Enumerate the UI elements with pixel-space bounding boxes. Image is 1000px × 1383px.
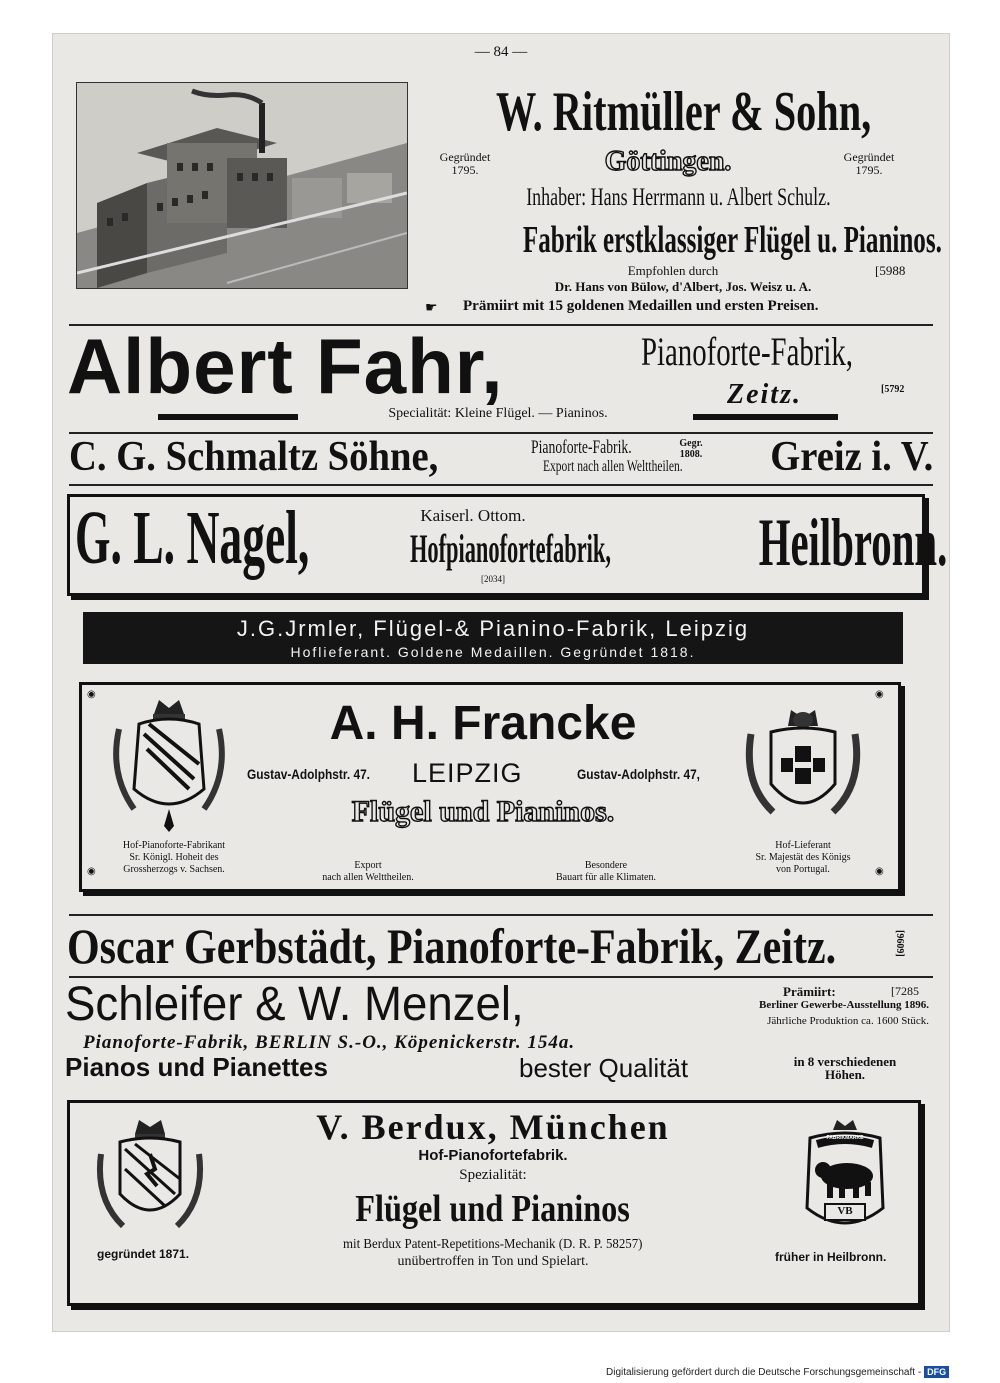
berdux-mark-initials: VB <box>837 1205 853 1217</box>
rivet-icon: ◉ <box>87 866 96 877</box>
nagel-title: Kaiserl. Ottom. <box>420 506 526 525</box>
schleifer-name: Schleifer & W. Menzel, <box>65 978 524 1031</box>
gerbstaedt-text: Oscar Gerbstädt, Pianoforte-Fabrik, Zeitz. <box>67 918 837 974</box>
berdux-name: V. Berdux, München <box>316 1107 670 1147</box>
fahr-speciality: Specialität: Kleine Flügel. — Pianinos. <box>388 406 608 421</box>
nagel-type: Hofpianofortefabrik, <box>409 526 611 571</box>
berdux-founded: gegründet 1871. <box>97 1247 190 1261</box>
page-number: — 84 — <box>474 44 528 60</box>
schmaltz-name: C. G. Schmaltz Söhne, <box>69 434 439 480</box>
ritmueller-tagline: Fabrik erstklassiger Flügel u. Pianinos. <box>522 219 942 261</box>
schmaltz-city: Greiz i. V. <box>769 434 933 480</box>
ritmueller-names: Dr. Hans von Bülow, d'Albert, Jos. Weisz u. A. <box>554 279 812 294</box>
schleifer-production: Jährliche Produktion ca. 1600 Stück. <box>767 1015 929 1027</box>
fahr-ref: [5792 <box>881 384 905 395</box>
nagel-city: Heilbronn. <box>758 504 948 580</box>
schleifer-ref: [7285 <box>891 984 919 998</box>
ritmueller-ref: [5988 <box>875 263 906 278</box>
rivet-icon: ◉ <box>875 866 884 877</box>
schleifer-address: Pianoforte-Fabrik, BERLIN S.-O., Köpenickerstr. 154a. <box>83 1032 576 1053</box>
rivet-icon: ◉ <box>875 689 884 700</box>
irmler-line1: J.G.Jrmler, Flügel-& Pianino-Fabrik, Leipzig <box>236 616 750 641</box>
pointing-hand-icon: ☛ <box>425 301 438 316</box>
digitization-footer <box>606 1366 996 1378</box>
berdux-product: Flügel und Pianinos <box>355 1188 631 1230</box>
schleifer-pianos: Pianos und Pianettes <box>65 1052 328 1082</box>
portugal-crest-icon <box>743 704 863 839</box>
schmaltz-founded: Gegr. 1808. <box>679 438 703 460</box>
ritmueller-name: W. Ritmüller & Sohn, <box>495 81 872 143</box>
schleifer-exhibition: Berliner Gewerbe-Ausstellung 1896. <box>759 999 929 1011</box>
decorative-bar <box>693 414 838 420</box>
francke-special: Besondere Bauart für alle Klimaten. <box>556 860 656 883</box>
schleifer-heights: in 8 verschiedenen Höhen. <box>793 1054 897 1082</box>
schmaltz-type: Pianoforte-Fabrik. <box>531 437 632 458</box>
fahr-type: Pianoforte-Fabrik, <box>641 329 853 374</box>
saxony-crest-icon <box>109 694 229 839</box>
francke-address-right: Gustav-Adolphstr. 47, <box>577 766 700 782</box>
ritmueller-award: Prämiirt mit 15 goldenen Medaillen und ersten Preisen. <box>463 298 819 314</box>
ritmueller-founded-left: Gegründet 1795. <box>439 150 491 177</box>
nagel-name: G. L. Nagel, <box>75 496 310 580</box>
schleifer-quality: bester Qualität <box>519 1053 689 1083</box>
fahr-city: Zeitz. <box>727 379 802 410</box>
berdux-unsurpassed: unübertroffen in Ton und Spielart. <box>397 1254 589 1269</box>
schleifer-awarded: Prämiirt: <box>783 984 836 999</box>
francke-name: A. H. Francke <box>329 697 637 750</box>
berdux-speciality: Spezialität: <box>459 1167 527 1183</box>
dfg-logo-icon: DFG <box>924 1366 949 1378</box>
berdux-mechanism: mit Berdux Patent-Repetitions-Mechanik (D. R. P. 58257) <box>343 1237 643 1252</box>
francke-export: Export nach allen Welttheilen. <box>322 860 414 883</box>
francke-address-left: Gustav-Adolphstr. 47. <box>247 766 370 782</box>
francke-product: Flügel und Pianinos. <box>351 795 615 828</box>
irmler-line2: Hoflieferant. Goldene Medaillen. Gegründet 1818. <box>290 644 696 660</box>
ritmueller-owners: Inhaber: Hans Herrmann u. Albert Schulz. <box>525 184 831 211</box>
ritmueller-city: Göttingen. <box>604 146 732 177</box>
divider <box>69 914 933 916</box>
factory-engraving-icon <box>77 83 407 288</box>
nagel-ref: [2034] <box>481 574 505 584</box>
footer-text: Digitalisierung gefördert durch die Deutsche Forschungsgemeinschaft - <box>606 1367 922 1378</box>
berdux-formerly: früher in Heilbronn. <box>775 1250 887 1264</box>
bavarian-crest-icon <box>95 1114 205 1249</box>
rivet-icon: ◉ <box>87 689 96 700</box>
newspaper-page <box>52 33 950 1332</box>
ritmueller-founded-right: Gegründet 1795. <box>843 150 895 177</box>
factory-illustration <box>76 82 408 289</box>
francke-left-caption: Hof-Pianoforte-Fabrikant Sr. Königl. Hoheit des Grossherzogs v. Sachsen. <box>122 840 226 875</box>
decorative-bar <box>158 414 298 420</box>
francke-city: LEIPZIG <box>412 758 523 788</box>
schmaltz-export: Export nach allen Welttheilen. <box>543 458 683 475</box>
fahr-name: Albert Fahr, <box>67 322 504 410</box>
divider <box>69 484 933 486</box>
berdux-mark-text: FABRIKMARKE <box>826 1135 864 1141</box>
berdux-type: Hof-Pianofortefabrik. <box>418 1147 568 1164</box>
francke-right-caption: Hof-Lieferant Sr. Majestät des Königs von Portugal. <box>755 840 851 875</box>
gerbstaedt-ref: [9609] <box>894 930 905 957</box>
ritmueller-recommended: Empfohlen durch <box>627 263 719 278</box>
